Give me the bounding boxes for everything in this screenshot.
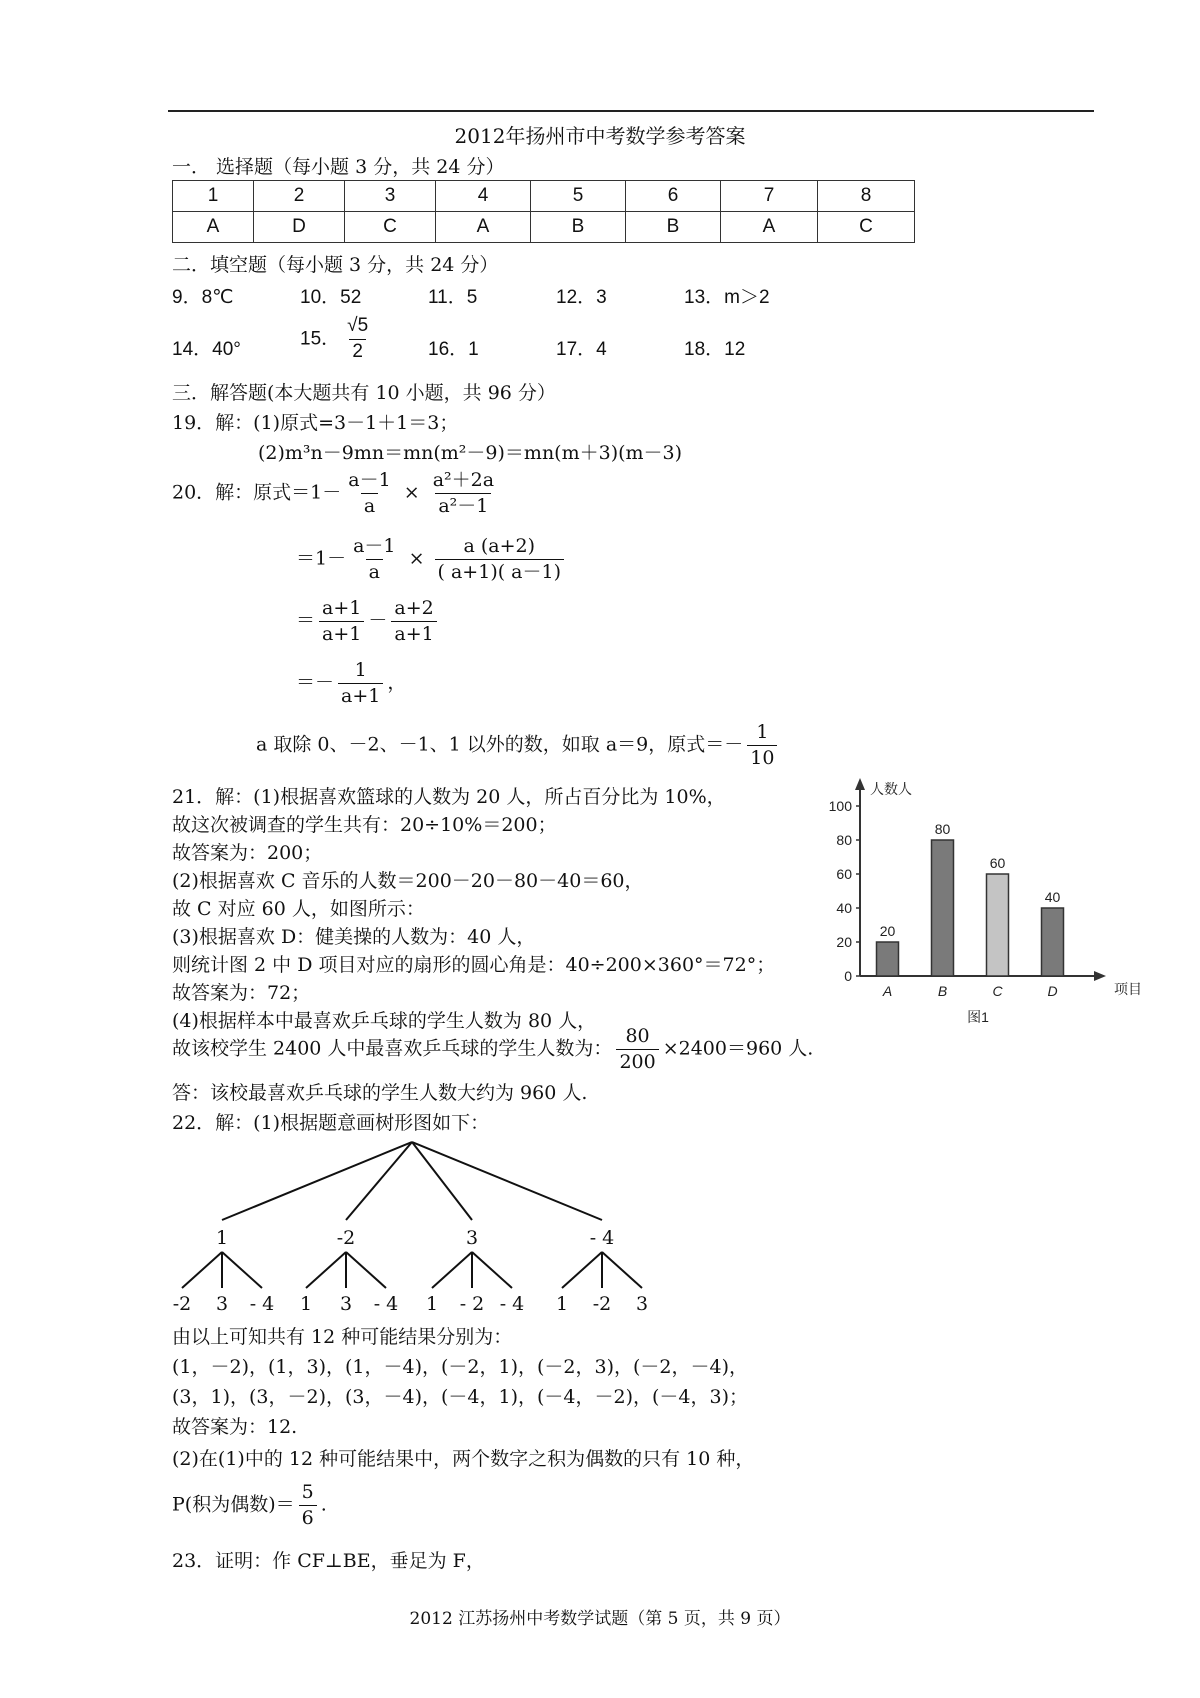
- numerator: a－1: [353, 535, 396, 557]
- bar-value-label: 40: [1044, 889, 1061, 905]
- item-answer: 40°: [212, 339, 241, 360]
- item-number: 10．: [300, 287, 341, 308]
- y-tick-label: 0: [844, 968, 852, 984]
- q22-line6: (2)在(1)中的 12 种可能结果中，两个数字之积为偶数的只有 10 种，: [172, 1448, 755, 1470]
- denominator: 10: [747, 745, 777, 769]
- tree-leaf: - 2: [459, 1293, 485, 1315]
- q21-line11: 答：该校最喜欢乒乓球的学生人数大约为 960 人.: [172, 1082, 588, 1104]
- header-rule: [168, 110, 1094, 112]
- table-cell: C: [345, 212, 436, 243]
- page-title: 2012年扬州市中考数学参考答案: [454, 124, 746, 148]
- q22-line1: 22．解：(1)根据题意画树形图如下：: [172, 1112, 490, 1134]
- fill-item-15: [300, 316, 375, 363]
- bar-value-label: 20: [879, 923, 896, 939]
- tree-leaf: - 4: [373, 1293, 399, 1315]
- fraction: [338, 660, 383, 707]
- tree-node: 3: [465, 1227, 479, 1249]
- fill-item-12: [556, 282, 607, 309]
- item-answer: 8℃: [201, 287, 234, 308]
- q20-line3: [296, 598, 441, 645]
- q21-line7: 则统计图 2 中 D 项目对应的扇形的圆心角是：40÷200×360°＝72°；: [172, 954, 776, 976]
- q20-lead: 20．解：原式＝1－: [172, 481, 342, 504]
- numerator: a－1: [348, 469, 391, 491]
- q21-line3: 故答案为：200；: [172, 842, 323, 864]
- q20-l4-lead: ＝－: [296, 671, 335, 694]
- section3-heading: 三．解答题(本大题共有 10 小题，共 96 分）: [172, 382, 556, 404]
- item-answer: 12: [724, 339, 746, 360]
- q20-final: [256, 722, 781, 769]
- q20-l4-tail: ，: [387, 671, 407, 694]
- fill-item-14: [172, 334, 241, 361]
- denominator: a+1: [391, 621, 436, 645]
- q20-final-text: a 取除 0、－2、－1、1 以外的数，如取 a＝9，原式＝－: [256, 733, 744, 756]
- denominator: a: [366, 559, 383, 583]
- tree-leaf: - 4: [249, 1293, 275, 1315]
- q20-l3-lead: ＝: [296, 609, 316, 632]
- item-number: 17．: [556, 339, 597, 360]
- fill-item-10: [300, 282, 361, 309]
- q21-l10-lead: 故该校学生 2400 人中最喜欢乒乓球的学生人数为：: [172, 1037, 613, 1060]
- fill-item-18: [684, 334, 745, 361]
- table-cell: A: [721, 212, 818, 243]
- q22-l7-lead: P(积为偶数)＝: [172, 1493, 295, 1516]
- tree-branch: [222, 1252, 262, 1288]
- bar-C: [987, 874, 1009, 976]
- section2-heading: 二．填空题（每小题 3 分，共 24 分）: [172, 254, 499, 276]
- table-cell: 4: [436, 181, 531, 212]
- q21-line9: (4)根据样本中最喜欢乒乓球的学生人数为 80 人，: [172, 1010, 597, 1032]
- y-tick-label: 20: [836, 934, 852, 950]
- section1-heading: 一． 选择题（每小题 3 分，共 24 分）: [172, 156, 505, 178]
- denominator: ( a+1)( a－1): [435, 559, 564, 583]
- q22-line3: (1，－2)，(1，3)，(1，－4)，(－2，1)，(－2，3)，(－2，－4)，: [172, 1356, 749, 1378]
- tree-branch: [222, 1142, 412, 1220]
- numerator: 1: [354, 659, 367, 681]
- table-cell: 8: [818, 181, 915, 212]
- fraction: [350, 536, 398, 583]
- item-number: 9．: [172, 287, 202, 308]
- fraction: [344, 316, 371, 363]
- denominator: a: [361, 493, 378, 517]
- q21-line4: (2)根据喜欢 C 音乐的人数＝200－20－80－40＝60，: [172, 870, 644, 892]
- x-tick-label: D: [1047, 983, 1058, 999]
- table-cell: A: [436, 212, 531, 243]
- numerator: 80: [625, 1025, 650, 1047]
- q23-line1: 23．证明：作 CF⊥BE，垂足为 F，: [172, 1550, 485, 1572]
- table-cell: 6: [626, 181, 721, 212]
- y-tick-label: 60: [836, 866, 852, 882]
- tree-graph: [173, 1142, 648, 1315]
- tree-leaf: 3: [215, 1293, 229, 1315]
- tree-diagram: [170, 1138, 670, 1318]
- item-number: 18．: [684, 339, 725, 360]
- item-number: 15．: [300, 328, 341, 350]
- x-axis-label: 项目: [1114, 981, 1142, 997]
- item-number: 11．: [428, 287, 467, 308]
- q20-line1: [172, 470, 501, 517]
- item-number: 14．: [172, 339, 213, 360]
- numerator: 1: [756, 721, 769, 743]
- table-cell: B: [531, 212, 626, 243]
- times-sign: ×: [403, 481, 420, 504]
- item-answer: 5: [466, 287, 478, 308]
- fill-item-17: [556, 334, 607, 361]
- tree-leaf: 1: [555, 1293, 569, 1315]
- numerator: a (a+2): [463, 535, 536, 557]
- answer-table-answer-row: [173, 212, 915, 243]
- times-sign: ×: [408, 547, 425, 570]
- answer-table: [172, 180, 915, 243]
- minus-sign: －: [368, 609, 388, 632]
- table-cell: B: [626, 212, 721, 243]
- table-cell: A: [173, 212, 254, 243]
- q20-line2: [296, 536, 568, 583]
- tree-leaf: 1: [299, 1293, 313, 1315]
- item-answer: 1: [468, 339, 479, 360]
- table-cell: D: [254, 212, 345, 243]
- answer-table-header-row: [173, 181, 915, 212]
- table-cell: C: [818, 212, 915, 243]
- q22-line4: (3，1)，(3，－2)，(3，－4)，(－4，1)，(－4，－2)，(－4，3)；: [172, 1386, 749, 1408]
- q21-line2: 故这次被调查的学生共有：20÷10%＝200；: [172, 814, 557, 836]
- fill-item-9: [172, 282, 233, 309]
- fill-item-16: [428, 334, 479, 361]
- item-number: 12．: [556, 287, 597, 308]
- table-cell: 1: [173, 181, 254, 212]
- tree-node: 1: [215, 1227, 229, 1249]
- y-tick-label: 80: [836, 832, 852, 848]
- bar-value-label: 60: [989, 855, 1006, 871]
- item-answer: 52: [340, 287, 362, 308]
- tree-leaf: 3: [339, 1293, 353, 1315]
- denominator: 6: [299, 1505, 317, 1529]
- tree-leaf: 1: [425, 1293, 439, 1315]
- q21-line1: 21．解：(1)根据喜欢篮球的人数为 20 人，所占百分比为 10%，: [172, 786, 726, 808]
- tree-branch: [346, 1252, 386, 1288]
- y-axis-arrow: [855, 778, 865, 790]
- tree-node: - 4: [589, 1227, 615, 1249]
- q22-line2: 由以上可知共有 12 种可能结果分别为：: [172, 1326, 513, 1348]
- q21-line8: 故答案为：72；: [172, 982, 311, 1004]
- y-axis-label: 人数人: [870, 781, 912, 797]
- fraction: [430, 470, 497, 517]
- item-number: 16．: [428, 339, 469, 360]
- tree-branch: [346, 1142, 412, 1220]
- bar-D: [1042, 908, 1064, 976]
- tree-branch: [432, 1252, 472, 1288]
- numerator: a²＋2a: [432, 469, 495, 491]
- fraction: [435, 536, 564, 583]
- denominator: a+1: [319, 621, 364, 645]
- denominator: 200: [616, 1049, 658, 1073]
- q21-line6: (3)根据喜欢 D：健美操的人数为：40 人，: [172, 926, 536, 948]
- fill-item-13: [684, 282, 770, 309]
- tree-branch: [562, 1252, 602, 1288]
- fraction: [345, 470, 393, 517]
- q22-l7-tail: .: [320, 1493, 327, 1516]
- tree-branch: [602, 1252, 642, 1288]
- fraction: [616, 1026, 658, 1073]
- fraction: [391, 598, 436, 645]
- tree-leaf: 3: [635, 1293, 649, 1315]
- q19-line2: (2)m³n－9mn＝mn(m²－9)＝mn(m＋3)(m－3): [258, 442, 683, 464]
- numerator: a+2: [394, 597, 434, 619]
- page-footer: 2012 江苏扬州中考数学试题（第 5 页，共 9 页）: [409, 1609, 791, 1629]
- denominator: a+1: [338, 683, 383, 707]
- q20-line4: [296, 660, 406, 707]
- numerator: 5: [301, 1481, 314, 1503]
- bar-chart: [810, 776, 1142, 1036]
- table-cell: 7: [721, 181, 818, 212]
- table-cell: 2: [254, 181, 345, 212]
- q19-line1: 19．解：(1)原式=3－1＋1＝3；: [172, 412, 459, 434]
- fraction: [299, 1482, 317, 1529]
- numerator: a+1: [322, 597, 362, 619]
- tree-leaf: - 4: [499, 1293, 525, 1315]
- bar-A: [877, 942, 899, 976]
- denominator: 2: [349, 339, 366, 363]
- y-tick-label: 100: [828, 798, 852, 814]
- bar-B: [932, 840, 954, 976]
- denominator: a²－1: [435, 493, 491, 517]
- table-cell: 5: [531, 181, 626, 212]
- tree-node: -2: [336, 1227, 356, 1249]
- fill-item-11: [428, 282, 477, 309]
- tree-branch: [472, 1252, 512, 1288]
- tree-branch: [412, 1142, 602, 1220]
- item-answer: 3: [596, 287, 607, 308]
- chart-caption: 图1: [967, 1009, 989, 1025]
- y-tick-label: 40: [836, 900, 852, 916]
- q21-l10-tail: ×2400＝960 人.: [662, 1037, 814, 1060]
- tree-branch: [182, 1252, 222, 1288]
- tree-leaf: -2: [172, 1293, 192, 1315]
- numerator: √5: [347, 315, 369, 336]
- item-number: 13．: [684, 287, 725, 308]
- q21-line10: [172, 1026, 813, 1073]
- bar-value-label: 80: [934, 821, 951, 837]
- item-answer: 4: [596, 339, 607, 360]
- chart-plot: [829, 778, 1142, 1025]
- x-axis-arrow: [1094, 971, 1106, 981]
- tree-branch: [306, 1252, 346, 1288]
- q21-line5: 故 C 对应 60 人，如图所示：: [172, 898, 425, 920]
- x-tick-label: B: [937, 983, 948, 999]
- tree-leaf: -2: [592, 1293, 612, 1315]
- item-answer: m＞2: [724, 287, 770, 308]
- table-cell: 3: [345, 181, 436, 212]
- fraction: [319, 598, 364, 645]
- q22-line5: 故答案为：12.: [172, 1416, 298, 1438]
- x-tick-label: A: [882, 983, 893, 999]
- q20-l2-lead: ＝1－: [296, 547, 347, 570]
- fraction: [747, 722, 777, 769]
- q22-line7: [172, 1482, 327, 1529]
- x-tick-label: C: [992, 983, 1003, 999]
